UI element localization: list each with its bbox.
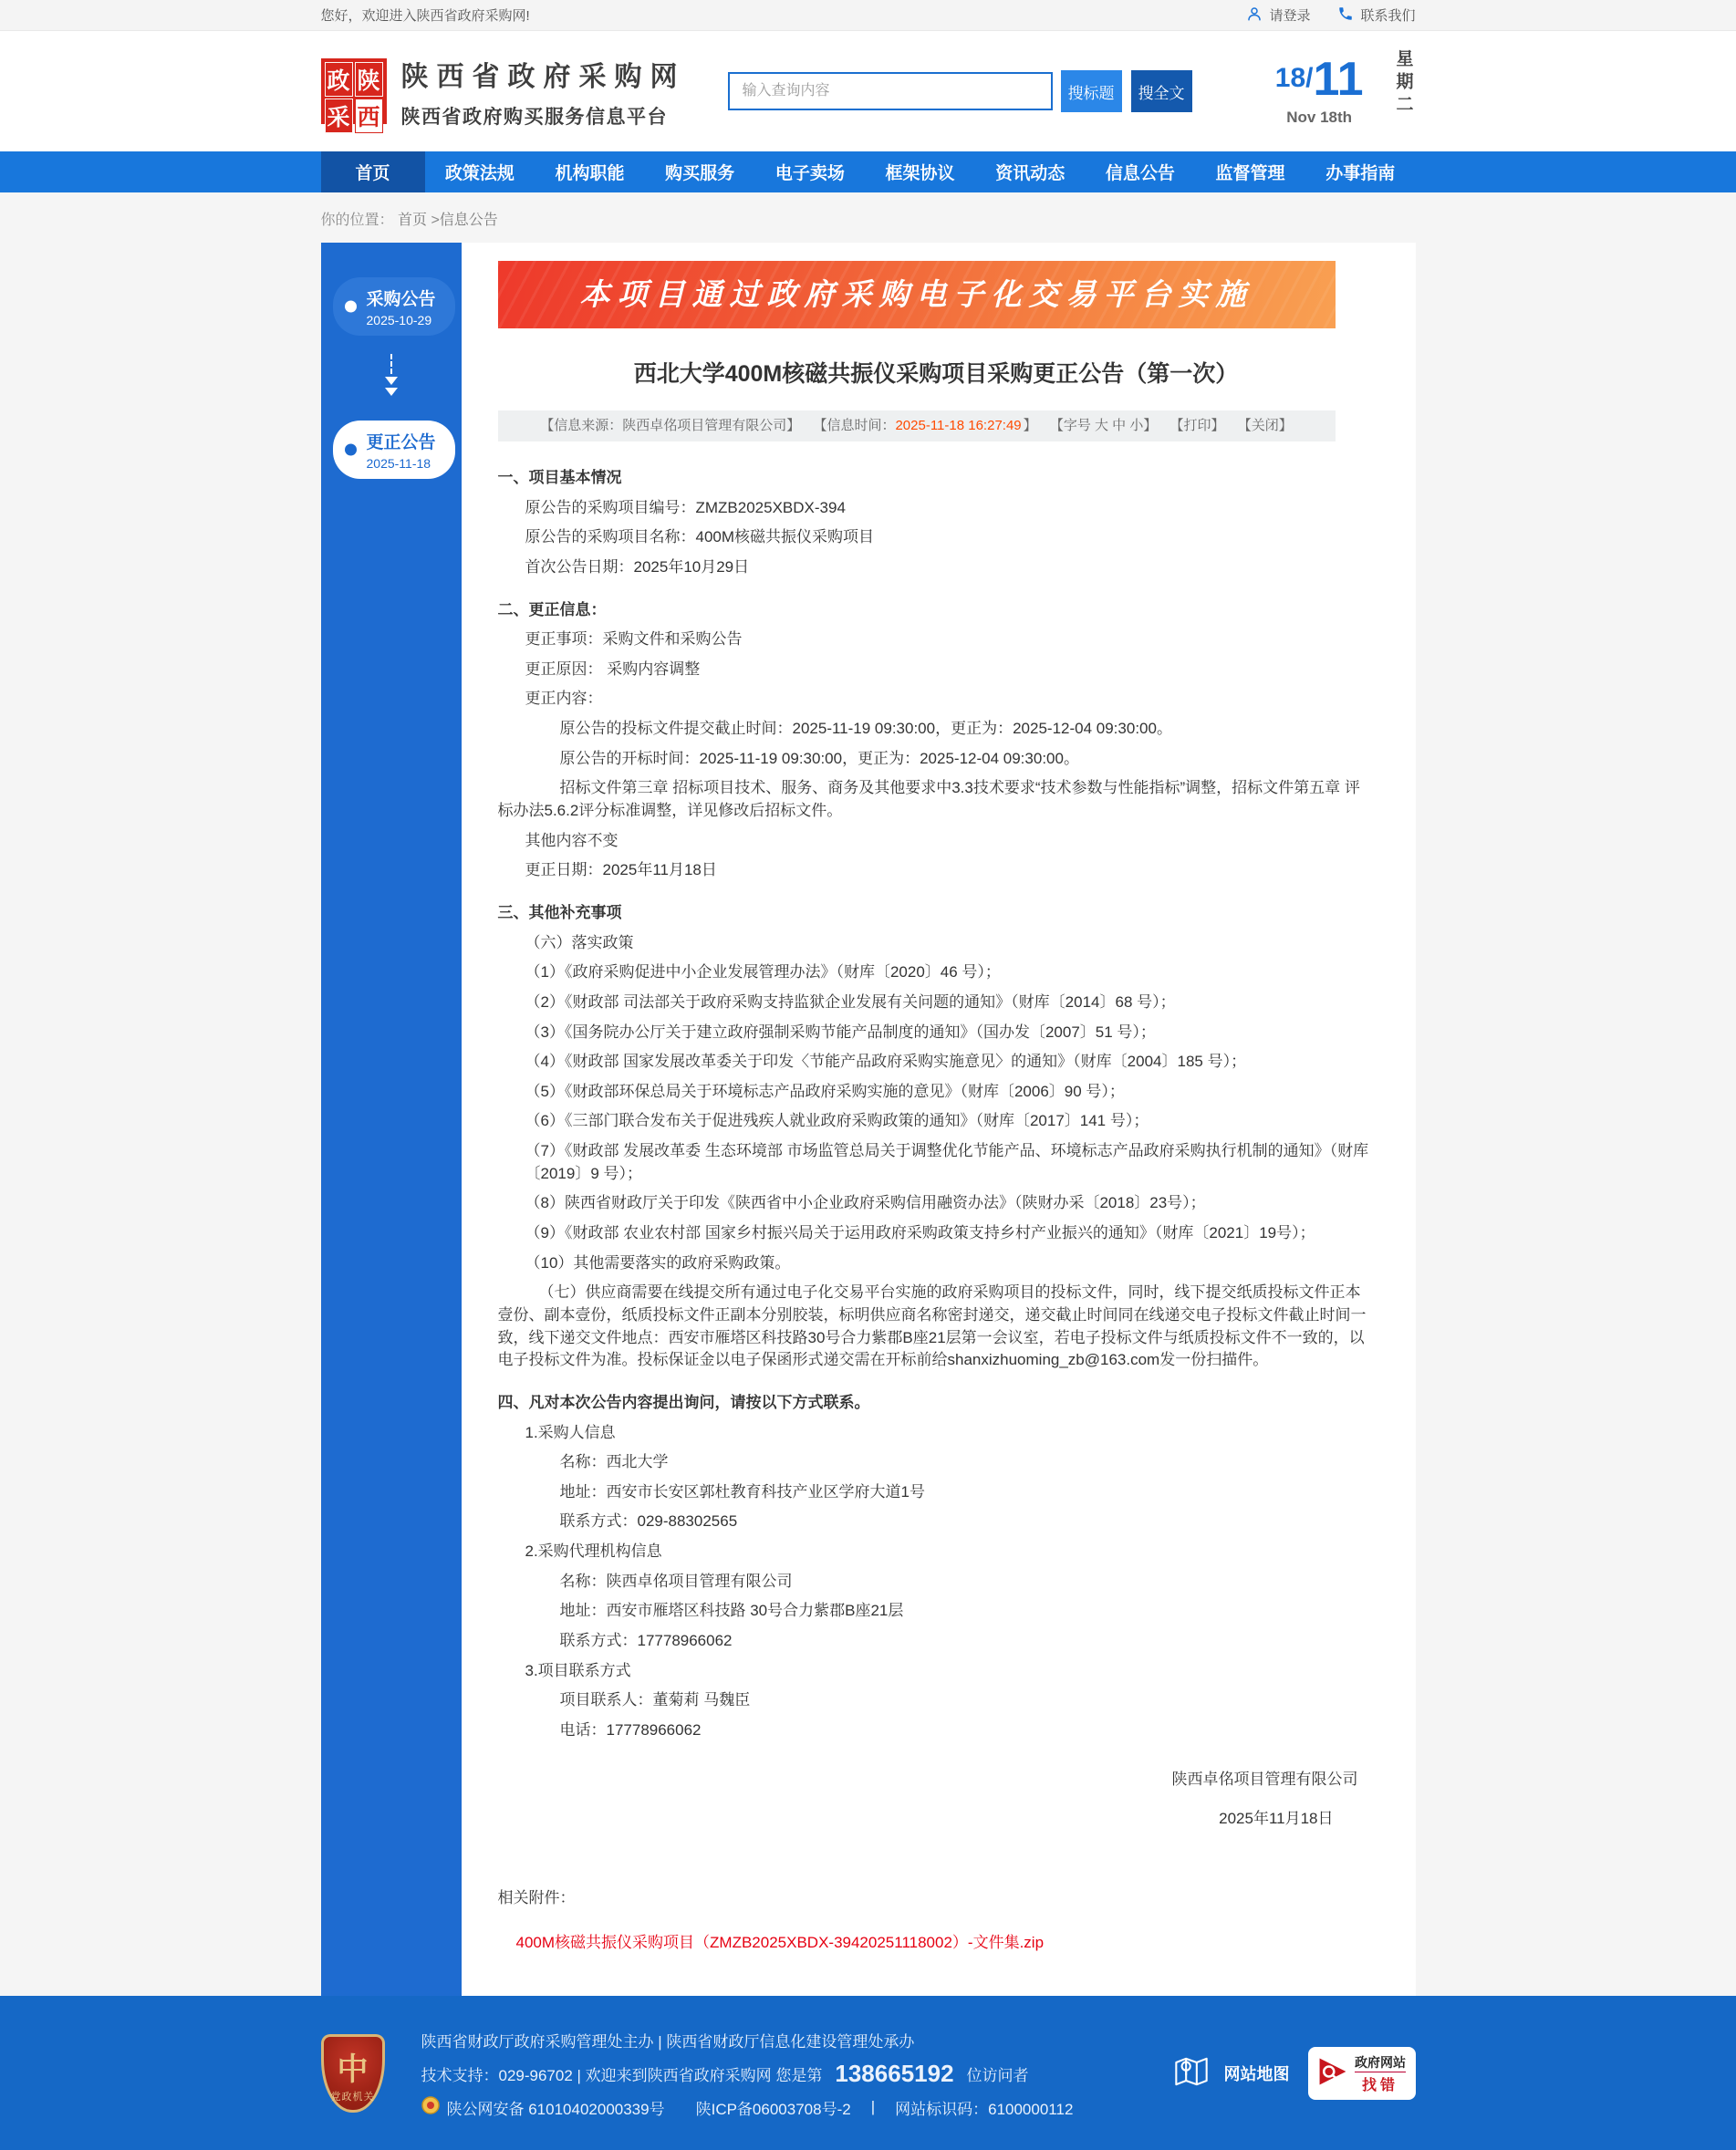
- article-line: 电话：17778966062: [559, 1720, 702, 1739]
- nav-item-purchase-service[interactable]: 购买服务: [665, 164, 735, 183]
- beian-icp-link[interactable]: 陕ICP备06003708号-2: [695, 2100, 851, 2118]
- error-report-subtitle: 找错: [1361, 2077, 1398, 2093]
- footer-visitor-line: [421, 2060, 1074, 2088]
- site-logo[interactable]: [321, 58, 387, 130]
- badge-label: 党政机关: [330, 2092, 375, 2103]
- contact-label: 联系我们: [1360, 8, 1416, 24]
- section-heading: 一、项目基本情况: [497, 469, 622, 486]
- section-heading: 四、凡对本次公告内容提出询问，请按以下方式联系。: [497, 1393, 870, 1411]
- footer-beian-line: [421, 2096, 1074, 2119]
- site-code: 网站标识码：6100000112: [895, 2100, 1074, 2118]
- article-line: （5）《财政部环保总局关于环境标志产品政府采购实施的意见》（财库〔2006〕90 号）；: [525, 1082, 1125, 1100]
- article-line: （8）陕西省财政厅关于印发《陕西省中小企业政府采购信用融资办法》（陕财办采〔2018〕23号）；: [525, 1194, 1206, 1212]
- login-link[interactable]: [1246, 5, 1310, 26]
- article-line: 2.采购代理机构信息: [525, 1542, 662, 1561]
- logo-char: 采: [325, 99, 353, 133]
- site-footer: [0, 1996, 1736, 2150]
- nav-item-policy[interactable]: 政策法规: [444, 164, 515, 183]
- date-weekday: 星期二: [1393, 49, 1413, 118]
- signature-date: 2025年11月18日: [1219, 1809, 1334, 1827]
- timeline-dot: [345, 301, 357, 313]
- article-line: （4）《财政部 国家发展改革委关于印发〈节能产品政府采购实施意见〉的通知》（财库〔2004〕185 号）；: [525, 1053, 1247, 1071]
- meta-time: 2025-11-18 16:27:49: [895, 418, 1022, 433]
- logo-char: 西: [355, 99, 383, 133]
- date-widget: [1275, 49, 1416, 133]
- timeline-step-title: 更正公告: [366, 433, 436, 452]
- search-fulltext-button[interactable]: 搜全文: [1131, 70, 1192, 112]
- article-line: 更正原因： 采购内容调整: [525, 660, 701, 678]
- timeline-step-date: 2025-10-29: [366, 313, 432, 327]
- date-day: 18/: [1274, 63, 1314, 93]
- party-gov-badge-icon: [321, 2034, 385, 2113]
- nav-item-emall[interactable]: 电子卖场: [774, 164, 845, 183]
- article-line: 3.项目联系方式: [525, 1661, 631, 1679]
- section-heading: 三、其他补充事项: [497, 903, 622, 921]
- visitor-count: 138665192: [835, 2059, 954, 2087]
- timeline-dot: [345, 444, 357, 456]
- nav-item-home[interactable]: 首页: [321, 151, 425, 192]
- article-line: 更正内容：: [525, 690, 603, 708]
- article-line: 地址：西安市长安区郭杜教育科技产业区学府大道1号: [559, 1482, 925, 1501]
- article-line: 名称：陕西卓佲项目管理有限公司: [559, 1572, 793, 1590]
- article-signature: [498, 1766, 1375, 1828]
- meta-source: 【信息来源：陕西卓佲项目管理有限公司】: [540, 418, 801, 433]
- content-area: [321, 243, 1416, 1996]
- article-line: （10）其他需要落实的政府采购政策。: [525, 1253, 791, 1272]
- search-bar: [728, 70, 1192, 112]
- search-input[interactable]: [728, 72, 1053, 110]
- article-line: 招标文件第三章 招标项目技术、服务、商务及其他要求中3.3技术要求“技术参数与性能指标”调整，招标文件第五章 评标办法5.6.2评分标准调整，详见修改后招标文件。: [497, 779, 1360, 820]
- signature-company: 陕西卓佲项目管理有限公司: [1171, 1770, 1358, 1788]
- breadcrumb-label: 你的位置：: [320, 213, 394, 228]
- article-line: （六）落实政策: [525, 933, 634, 951]
- close-button[interactable]: 【关闭】: [1237, 418, 1293, 433]
- topbar: [0, 0, 1736, 31]
- visitor-line-prefix: 技术支持：029-96702 | 欢迎来到陕西省政府采购网 您是第: [421, 2066, 823, 2084]
- search-title-button[interactable]: 搜标题: [1061, 70, 1122, 112]
- article-line: 联系方式：029-88302565: [559, 1512, 738, 1531]
- article-line: 名称：西北大学: [559, 1453, 669, 1471]
- login-label: 请登录: [1269, 8, 1311, 24]
- article-line: 项目联系人：董菊莉 马魏臣: [559, 1691, 751, 1709]
- error-report-title: 政府网站: [1355, 2055, 1406, 2072]
- breadcrumb-home-link[interactable]: 首页: [397, 213, 427, 228]
- article-line: 原公告的采购项目编号：ZMZB2025XBDX-394: [525, 498, 846, 516]
- main-nav: [0, 151, 1736, 192]
- nav-item-supervision[interactable]: 监督管理: [1215, 164, 1285, 183]
- badge-emblem: 中: [337, 2051, 369, 2087]
- article-line: 其他内容不变: [525, 831, 619, 849]
- eplatform-banner: 本项目通过政府采购电子化交易平台实施: [498, 261, 1336, 328]
- article-line: 联系方式：17778966062: [559, 1631, 733, 1649]
- visitor-line-suffix: 位访问者: [966, 2066, 1029, 2084]
- contact-link[interactable]: [1337, 5, 1415, 26]
- timeline-step-procurement-notice[interactable]: [333, 277, 455, 336]
- nav-item-news[interactable]: 资讯动态: [995, 164, 1066, 183]
- footer-organizer-line: 陕西省财政厅政府采购管理处主办 | 陕西省财政厅信息化建设管理处承办: [421, 2032, 915, 2051]
- article-line: 更正事项：采购文件和采购公告: [525, 630, 743, 649]
- beian-gongan-link[interactable]: 陕公网安备 61010402000339号: [446, 2100, 665, 2118]
- site-subtitle: 陕西省政府购买服务信息平台: [400, 106, 668, 128]
- beian-separator: |: [870, 2098, 876, 2116]
- attachments-section: [498, 1885, 1375, 1952]
- article-line: （7）《财政部 发展改革委 生态环境部 市场监管总局关于调整优化节能产品、环境标志产品政府采购执行机制的通知》（财库〔2019〕9 号）；: [525, 1142, 1369, 1182]
- error-report-logo-icon: [1317, 2056, 1348, 2092]
- map-icon: [1171, 2053, 1211, 2094]
- breadcrumb-separator: >: [431, 213, 440, 228]
- article-meta-bar: [498, 410, 1336, 441]
- article-line: 原公告的投标文件提交截止时间：2025-11-19 09:30:00，更正为：2025-12-04 09:30:00。: [559, 720, 1172, 738]
- breadcrumb-current[interactable]: 信息公告: [439, 213, 498, 228]
- meta-time-close: 】: [1023, 418, 1037, 433]
- welcome-text: 您好，欢迎进入陕西省政府采购网!: [320, 8, 530, 24]
- article-body: [498, 463, 1375, 1746]
- phone-icon: [1337, 5, 1354, 26]
- meta-fontsize-control[interactable]: 【字号 大 中 小】: [1049, 418, 1158, 433]
- site-header: [0, 31, 1736, 151]
- article-line: （七）供应商需要在线提交所有通过电子化交易平台实施的政府采购项目的投标文件，同时，线下提交纸质投标文件正本壹份、副本壹份，纸质投标文件正副本分别胶装，标明供应商名称密封递交，递交截止时间同在线递交电子投标文件截止时间一致，线下递交文件地点：西安市雁塔区科技路30号合力紫郡B座21层第一会议室，若电子投标文件与纸质投标文件不一致的，以电子投标文件为准。投标保证金以电子保函形式递交需在开标前给shanxizhuoming_zb@163.com发一份扫描件。: [497, 1283, 1367, 1369]
- print-button[interactable]: 【打印】: [1169, 418, 1225, 433]
- site-title: 陕西省政府采购网: [400, 61, 686, 92]
- article-line: （1）《政府采购促进中小企业发展管理办法》（财库〔2020〕46 号）；: [525, 963, 1001, 982]
- logo-char: 政: [325, 62, 353, 97]
- attachments-label: 相关附件：: [497, 1888, 576, 1906]
- article-line: 首次公告日期：2025年10月29日: [525, 557, 750, 576]
- article-line: 更正日期：2025年11月18日: [525, 861, 717, 879]
- sitemap-link[interactable]: [1171, 2053, 1290, 2094]
- article-line: （3）《国务院办公厅关于建立政府强制采购节能产品制度的通知》（国办发〔2007〕51 号）；: [525, 1023, 1156, 1041]
- nav-item-announcements[interactable]: 信息公告: [1105, 164, 1175, 183]
- nav-item-org[interactable]: 机构职能: [555, 164, 625, 183]
- announcement-timeline: [321, 243, 462, 1996]
- article-line: （2）《财政部 司法部关于政府采购支持监狱企业发展有关问题的通知》（财库〔2014〕68 号）；: [525, 992, 1176, 1011]
- article-line: （9）《财政部 农业农村部 国家乡村振兴局关于运用政府采购政策支持乡村产业振兴的通知》（财库〔2021〕19号）；: [525, 1224, 1315, 1242]
- date-english: Nov 18th: [1286, 109, 1353, 126]
- timeline-arrow-icon: [321, 354, 462, 402]
- article-line: 原公告的采购项目名称：400M核磁共振仪采购项目: [525, 528, 875, 546]
- nav-item-guide[interactable]: 办事指南: [1325, 164, 1396, 183]
- user-icon: [1246, 5, 1263, 26]
- article-panel: [462, 243, 1416, 1996]
- timeline-step-title: 采购公告: [366, 290, 436, 309]
- timeline-step-correction-notice[interactable]: [333, 421, 455, 479]
- article-line: 原公告的开标时间：2025-11-19 09:30:00，更正为：2025-12-04 09:30:00。: [559, 749, 1079, 767]
- article-line: （6）《三部门联合发布关于促进残疾人就业政府采购政策的通知》（财库〔2017〕141 号）；: [525, 1112, 1149, 1130]
- date-month: 11: [1313, 53, 1364, 106]
- nav-item-framework[interactable]: 框架协议: [885, 164, 955, 183]
- meta-time-open: 【信息时间：: [813, 418, 896, 433]
- police-badge-icon: [421, 2096, 440, 2119]
- article-title: 西北大学400M核磁共振仪采购项目采购更正公告（第一次）: [633, 361, 1239, 387]
- sitemap-label: 网站地图: [1223, 2065, 1290, 2084]
- gov-site-error-report-button[interactable]: [1308, 2047, 1416, 2100]
- timeline-step-date: 2025-11-18: [366, 456, 431, 471]
- section-heading: 二、更正信息：: [497, 600, 607, 618]
- breadcrumb: [0, 192, 1736, 243]
- logo-char: 陕: [355, 62, 383, 97]
- article-line: 地址：西安市雁塔区科技路 30号合力紫郡B座21层: [559, 1602, 904, 1620]
- attachment-file-link[interactable]: 400M核磁共振仪采购项目（ZMZB2025XBDX-39420251118002）-文件集.zip: [515, 1933, 1045, 1951]
- article-line: 1.采购人信息: [525, 1423, 616, 1441]
